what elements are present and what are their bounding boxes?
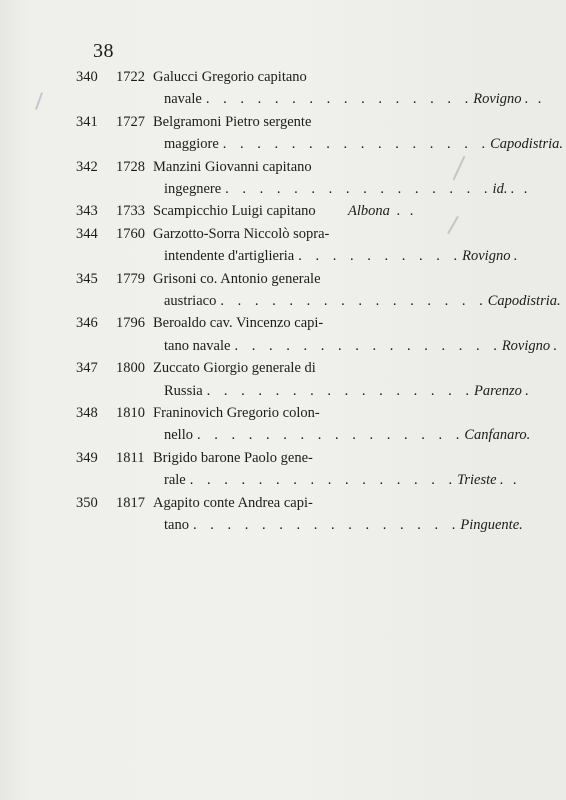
- entry-name-line1: Beroaldo cav. Vincenzo capi-: [153, 315, 324, 332]
- entry-name-line2: [164, 469, 520, 491]
- entry-trail: .: [553, 337, 560, 354]
- list-item: [0, 223, 521, 268]
- entry-place-inline: [348, 200, 416, 222]
- entry-name-line1: Brigido barone Paolo gene-: [153, 449, 313, 466]
- entry-name-line1: Franinovich Gregorio colon-: [153, 404, 320, 421]
- entry-number: 341: [76, 113, 98, 130]
- entry-number: 346: [76, 315, 98, 332]
- entry-name-line1: Manzini Giovanni capitano: [153, 158, 312, 175]
- dot-leader: . . . . . . . . . . . . . . . .: [192, 516, 461, 533]
- entry-number: 343: [76, 203, 98, 220]
- entry-trail: . .: [524, 91, 545, 108]
- entry-trail: [523, 514, 526, 536]
- entry-role: ingegnere: [164, 180, 222, 197]
- entry-place: Parenzo: [474, 382, 522, 399]
- entry-trail: . .: [499, 472, 520, 489]
- entry-name-line1: Scampicchio Luigi capitano: [153, 203, 316, 220]
- entry-number: 349: [76, 449, 98, 466]
- dot-leader: . . . . . . . . . .: [298, 248, 463, 265]
- list-item: [0, 66, 545, 111]
- entry-name-line2: [164, 245, 521, 267]
- entry-name-line1: Belgramoni Pietro sergente: [153, 113, 312, 130]
- entry-place: Albona: [348, 203, 390, 220]
- entry-role: austriaco: [164, 292, 217, 309]
- entry-year: 1727: [116, 113, 145, 130]
- dot-leader: . . . . . . . . . . . . . . . .: [225, 180, 493, 197]
- list-item: [0, 447, 520, 492]
- entry-trail: . .: [510, 180, 531, 197]
- entry-role: tano: [164, 516, 189, 533]
- entry-number: 342: [76, 158, 98, 175]
- entry-trail: [561, 290, 564, 312]
- entry-place: Trieste: [457, 472, 497, 489]
- entry-number: 347: [76, 360, 98, 377]
- entry-year: 1796: [116, 315, 145, 332]
- entry-number: 340: [76, 69, 98, 85]
- entry-year: 1817: [116, 494, 145, 511]
- entry-role: navale: [164, 91, 202, 108]
- list-item: [0, 402, 531, 447]
- entry-role: rale: [164, 472, 186, 489]
- entry-place: Canfanaro.: [464, 427, 531, 444]
- entry-name-line2: [164, 178, 531, 200]
- entry-year: 1722: [116, 69, 145, 85]
- list-item: [0, 492, 523, 537]
- list-item: [0, 268, 561, 313]
- entry-place: Rovigno: [501, 337, 551, 354]
- dot-leader: . . . . . . . . . . . . . . . .: [234, 337, 502, 354]
- entry-role: maggiore: [164, 136, 219, 153]
- entry-year: 1760: [116, 225, 145, 242]
- entry-list: [0, 66, 564, 536]
- entry-number: 348: [76, 404, 98, 421]
- entry-trail: .: [513, 248, 521, 265]
- entry-place: Capodistria.: [487, 292, 561, 309]
- entry-name-line1: Grisoni co. Antonio generale: [153, 270, 321, 287]
- entry-place: id.: [492, 180, 508, 197]
- entry-name-line2: [164, 335, 560, 357]
- entry-year: 1810: [116, 404, 145, 421]
- dot-leader: . . . . . . . . . . . . . . . .: [206, 382, 475, 399]
- entry-trail: .: [524, 382, 532, 399]
- entry-name-line2: [164, 424, 531, 446]
- entry-name-line1: Garzotto-Sorra Niccolò sopra-: [153, 225, 330, 242]
- entry-role: tano navale: [164, 337, 231, 354]
- entry-number: 345: [76, 270, 98, 287]
- entry-trail: . .: [396, 203, 417, 220]
- entry-name-line2: [164, 133, 564, 155]
- entry-place: Rovigno: [473, 91, 522, 108]
- entry-year: 1779: [116, 270, 145, 287]
- entry-name-line2: [164, 290, 561, 312]
- dot-leader: . . . . . . . . . . . . . . . .: [222, 136, 491, 153]
- entry-year: 1811: [116, 449, 145, 466]
- entry-number: 350: [76, 494, 98, 511]
- dot-leader: . . . . . . . . . . . . . . . .: [205, 91, 474, 108]
- entry-role: intendente d'artiglieria: [164, 248, 295, 265]
- list-item: [0, 312, 560, 357]
- entry-name-line2: [164, 380, 532, 402]
- entry-role: nello: [164, 427, 193, 444]
- dot-leader: . . . . . . . . . . . . . . . .: [189, 472, 458, 489]
- page-number: 38: [93, 40, 114, 62]
- entry-year: 1728: [116, 158, 145, 175]
- entry-name-line1: Galucci Gregorio capitano: [153, 69, 307, 85]
- entry-number: 344: [76, 225, 98, 242]
- list-item: [0, 200, 484, 222]
- list-item: [0, 111, 564, 156]
- entry-place: Pinguente.: [460, 516, 523, 533]
- entry-trail: [530, 424, 533, 446]
- dot-leader: . . . . . . . . . . . . . . . .: [220, 292, 488, 309]
- list-item: [0, 357, 532, 402]
- dot-leader: . . . . . . . . . . . . . . . .: [197, 427, 465, 444]
- entry-year: 1800: [116, 360, 145, 377]
- entry-place: Capodistria.: [490, 136, 564, 153]
- entry-year: 1733: [116, 203, 145, 220]
- entry-place: Rovigno: [462, 248, 511, 265]
- entry-name-line2: [164, 514, 523, 536]
- entry-name-line1: Zuccato Giorgio generale di: [153, 360, 316, 377]
- entry-name-line1: Agapito conte Andrea capi-: [153, 494, 313, 511]
- list-item: [0, 156, 531, 201]
- entry-role: Russia: [164, 382, 203, 399]
- entry-name-line2: [164, 88, 545, 110]
